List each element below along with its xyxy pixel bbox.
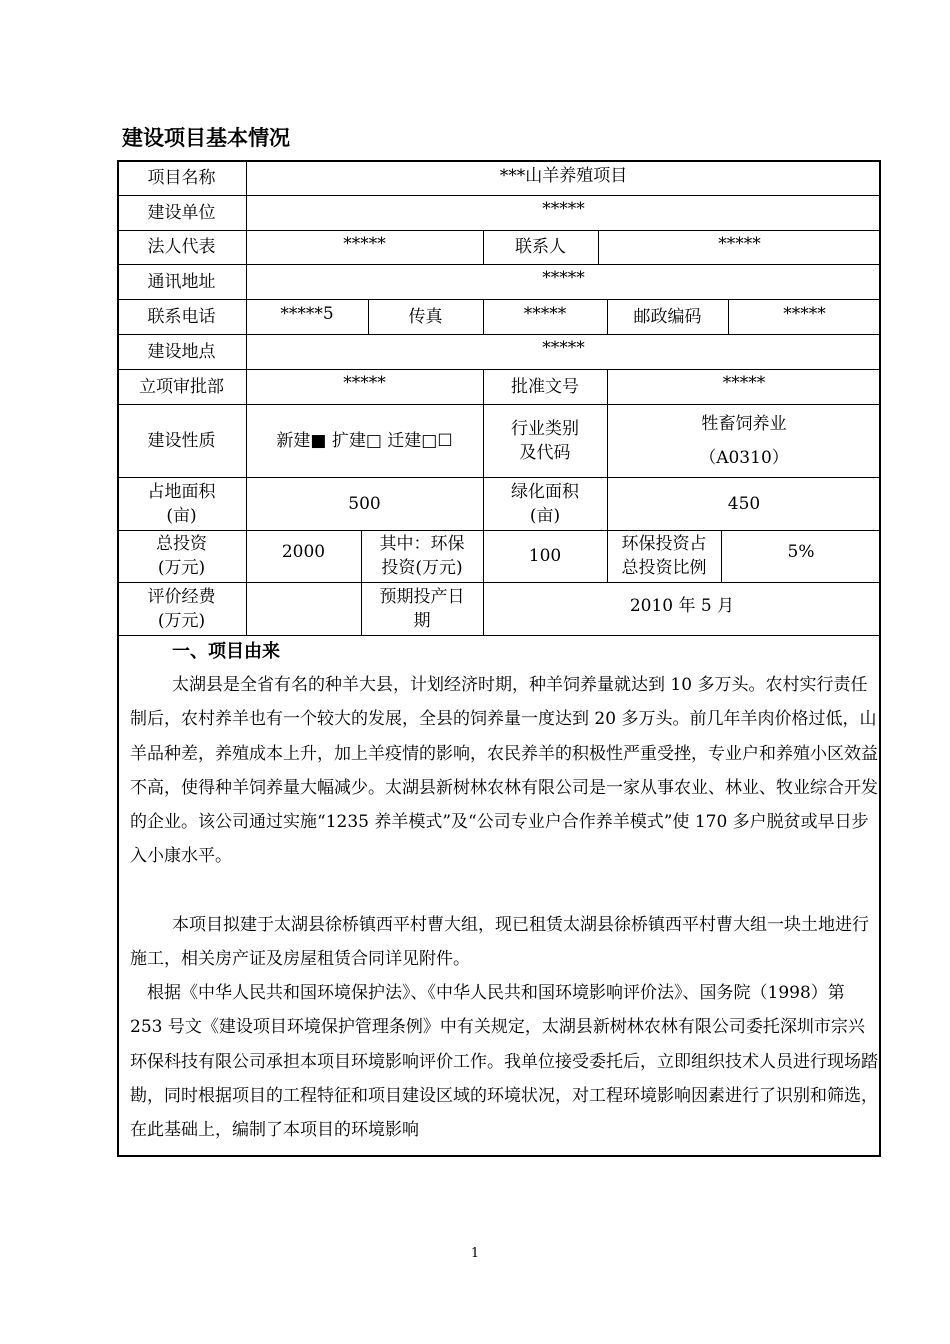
value-approval-dept: ***** — [343, 373, 386, 393]
value-env-investment: 100 — [528, 546, 562, 566]
value-postcode: ***** — [783, 304, 826, 324]
label-fax: 传真 — [408, 306, 443, 327]
value-project-name: ***山羊养殖项目 — [499, 166, 628, 186]
value-approval-doc: ***** — [722, 373, 766, 393]
value-nature: 新建■ 扩建□ 迁建□☐ — [276, 430, 453, 451]
section-paragraph-3 — [130, 976, 878, 1147]
label-industry — [483, 404, 607, 477]
label-total-investment-line2: (万元) — [157, 558, 206, 578]
label-industry-line1: 行业类别 — [511, 418, 579, 439]
value-fax: ***** — [523, 304, 567, 324]
value-phone: *****5 — [280, 304, 334, 324]
label-evaluation-fee — [117, 582, 246, 635]
label-env-investment-line1: 其中：环保 — [379, 534, 465, 554]
value-construction-unit: ***** — [542, 199, 585, 219]
label-production-date-line1: 预期投产日 — [379, 586, 465, 607]
value-contact: ***** — [718, 234, 761, 254]
label-legal-rep: 法人代表 — [147, 237, 216, 257]
value-industry-name: 牲畜饲养业 — [701, 413, 787, 434]
label-industry-line2: 及代码 — [519, 442, 571, 463]
page-number: 1 — [470, 1246, 480, 1261]
label-phone: 联系电话 — [147, 306, 216, 327]
label-nature: 建设性质 — [147, 430, 216, 451]
label-contact: 联系人 — [515, 237, 566, 257]
label-env-ratio-line2: 总投资比例 — [621, 558, 707, 578]
label-green-area-line2: (亩) — [529, 505, 561, 526]
label-evaluation-fee-line2: (万元) — [157, 610, 206, 631]
label-approval-dept: 立项审批部 — [139, 376, 224, 397]
paragraph-text: 本项目拟建于太湖县徐桥镇西平村曹大组，现已租赁太湖县徐桥镇西平村曹大组一块土地进行施工，相关房产证及房屋租赁合同详见附件。 — [130, 915, 869, 970]
label-green-area — [483, 477, 607, 530]
label-production-date — [361, 582, 483, 635]
section-title: 一、项目由来 — [172, 641, 280, 662]
value-site: ***** — [542, 338, 585, 358]
label-address: 通讯地址 — [147, 271, 216, 292]
label-env-ratio-line1: 环保投资占 — [621, 534, 707, 554]
label-env-ratio — [607, 530, 721, 582]
label-land-area-line1: 占地面积 — [147, 481, 216, 502]
label-env-investment-line2: 投资(万元) — [381, 558, 463, 578]
label-green-area-line1: 绿化面积 — [511, 481, 579, 502]
section-paragraph-1 — [130, 668, 878, 874]
project-info-table — [117, 160, 881, 1157]
label-postcode: 邮政编码 — [633, 306, 702, 327]
label-evaluation-fee-line1: 评价经费 — [147, 586, 216, 607]
label-project-name: 项目名称 — [147, 167, 216, 188]
paragraph-text: 根据《中华人民共和国环境保护法》、《中华人民共和国环境影响评价法》、国务院（1998）第 253 号文《建设项目环境保护管理条例》中有关规定，太湖县新树林农林有限公司委托深圳市宗兴环保科技有限公司承担本项目环境影响评价工作。我单位接受委托后，立即组织技术人员进行现场踏勘，同时根据项目的工程特征和项目建设区域的环境状况，对工程环境影响因素进行了识别和筛选，在此基础上，编制了本项目的环境影响 — [130, 983, 878, 1141]
label-land-area — [117, 477, 246, 530]
value-green-area: 450 — [727, 493, 761, 514]
label-construction-unit: 建设单位 — [147, 202, 216, 223]
value-production-date: 2010 年 5 月 — [629, 595, 735, 616]
project-origin-section — [117, 635, 881, 1157]
value-industry-code: （A0310） — [699, 447, 789, 468]
value-total-investment: 2000 — [281, 542, 326, 562]
label-production-date-line2: 期 — [413, 610, 431, 631]
value-land-area: 500 — [348, 493, 381, 514]
label-site: 建设地点 — [147, 341, 216, 362]
label-land-area-line2: (亩) — [166, 505, 197, 526]
value-env-ratio: 5% — [787, 542, 815, 562]
label-env-investment — [361, 530, 483, 582]
value-legal-rep: ***** — [343, 234, 386, 254]
section-paragraph-2 — [130, 908, 878, 977]
label-total-investment-line1: 总投资 — [156, 534, 207, 554]
value-industry — [607, 404, 881, 477]
label-approval-doc: 批准文号 — [511, 376, 579, 397]
page-title: 建设项目基本情况 — [122, 126, 290, 150]
paragraph-text: 太湖县是全省有名的种羊大县，计划经济时期，种羊饲养量就达到 10 多万头。农村实行责任制后，农村养羊也有一个较大的发展，全县的饲养量一度达到 20 多万头。前几年羊肉价格过低，山羊品种差，养殖成本上升，加上羊疫情的影响，农民养羊的积极性严重受挫，专业户和养殖小区效益不高，使得种羊饲养量大幅减少。太湖县新树林农林有限公司是一家从事农业、林业、牧业综合开发的企业。该公司通过实施“1235 养羊模式”及“公司专业户合作养羊模式”使 170 多户脱贫或早日步入小康水平。 — [130, 675, 878, 867]
value-address: ***** — [542, 268, 585, 288]
label-total-investment — [117, 530, 246, 582]
value-evaluation-fee — [246, 582, 361, 635]
